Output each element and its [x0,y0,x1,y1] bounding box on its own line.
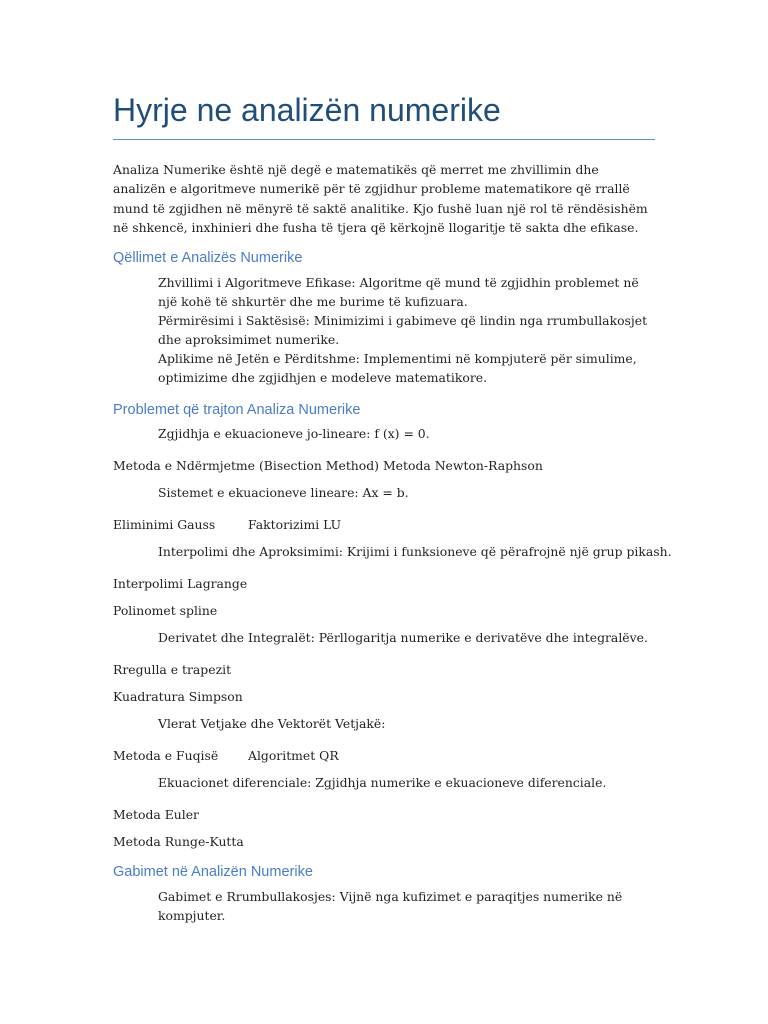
method-item: Interpolimi Lagrange [113,576,248,591]
goals-heading: Qëllimet e Analizës Numerike [113,250,303,266]
document-title: Hyrje ne analizën numerike [113,92,501,128]
problem-description: Sistemet e ekuacioneve lineare: Ax = b. [158,485,409,500]
goal-item: Aplikime në Jetën e Përditshme: Implementimi në kompjuterë për simulime, optimizime dhe zgjidhjen e modeleve matematikore. [158,351,637,386]
method-item: Algoritmet QR [248,748,339,763]
method-item: Metoda Euler [113,807,199,822]
method-item: Metoda Runge-Kutta [113,834,244,849]
errors-heading: Gabimet në Analizën Numerike [113,864,313,880]
method-item: Metoda Newton-Raphson [383,458,543,473]
goal-item: Përmirësimi i Saktësisë: Minimizimi i gabimeve që lindin nga rrumbullakosjet dhe aproksimimet numerike. [158,313,648,348]
method-item: Metoda e Fuqisë [113,748,219,763]
problem-description: Ekuacionet diferenciale: Zgjidhja numerike e ekuacioneve diferenciale. [158,775,607,790]
method-item: Kuadratura Simpson [113,689,243,704]
intro-paragraph: Analiza Numerike është një degë e matematikës që merret me zhvillimin dhe analizën e algoritmeve numerikë për të zgjidhur probleme matematikore që rrallë mund të zgjidhen në mënyrë të saktë analitike. Kjo fushë luan një rol të rëndësishëm në shkencë, inxhinieri dhe fusha të tjera që kërkojnë llogaritje të sakta dhe efikase. [113,162,648,236]
method-item: Polinomet spline [113,603,218,618]
method-item: Eliminimi Gauss [113,517,216,532]
problem-description: Zgjidhja e ekuacioneve jo-lineare: f (x) = 0. [158,426,430,441]
problems-heading: Problemet që trajton Analiza Numerike [113,402,361,418]
problem-description: Vlerat Vetjake dhe Vektorët Vetjakë: [158,716,386,731]
method-item: Rregulla e trapezit [113,662,232,677]
error-item: Gabimet e Rrumbullakosjes: Vijnë nga kufizimet e paraqitjes numerike në kompjuter. [158,889,623,924]
problem-description: Derivatet dhe Integralët: Përllogaritja numerike e derivatëve dhe integralëve. [158,630,648,645]
title-underline [113,139,655,140]
method-item: Faktorizimi LU [248,517,342,532]
method-item: Metoda e Ndërmjetme (Bisection Method) [113,458,379,473]
goal-item: Zhvillimi i Algoritmeve Efikase: Algoritme që mund të zgjidhin problemet në një kohë të shkurtër dhe me burime të kufizuara. [158,275,639,310]
problem-description: Interpolimi dhe Aproksimimi: Krijimi i funksioneve që përafrojnë një grup pikash. [158,544,672,559]
